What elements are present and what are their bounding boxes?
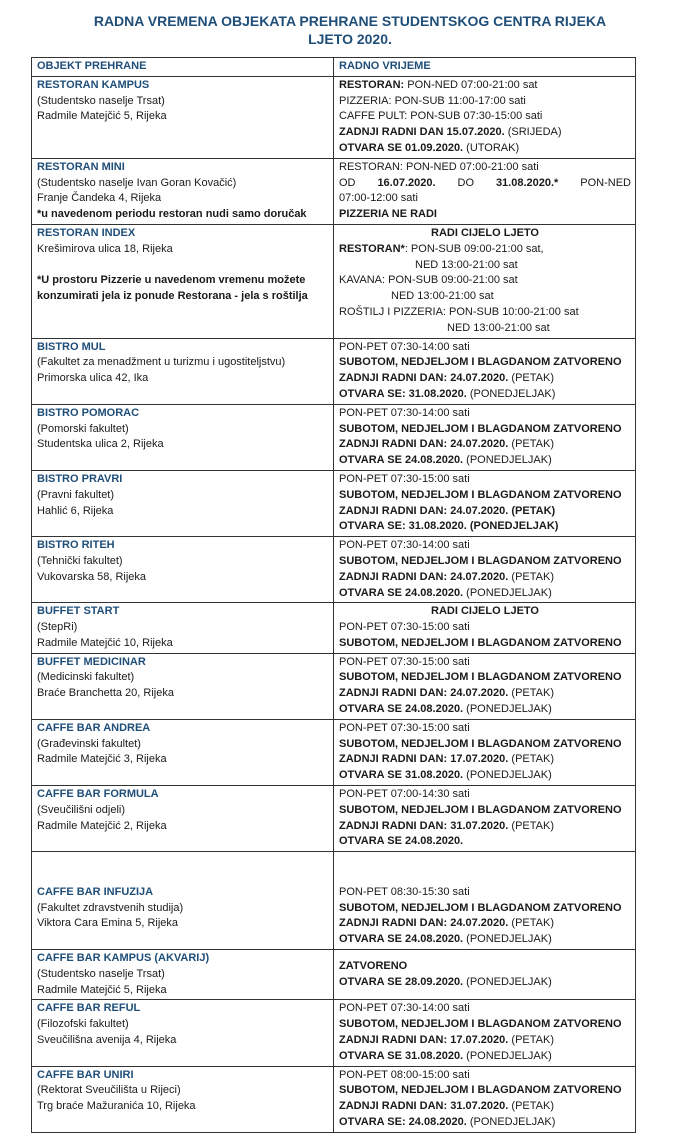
venue-cell (32, 786, 334, 852)
venue-name: CAFFE BAR REFUL (37, 1002, 141, 1015)
venue-cell (32, 470, 334, 536)
hours-line: OTVARA SE 24.08.2020. (339, 835, 464, 848)
venue-address: Primorska ulica 42, Ika (37, 372, 149, 385)
hours-line: OTVARA SE 28.09.2020. (PONEDJELJAK) (339, 975, 552, 988)
venue-address: Radmile Matejčić 2, Rijeka (37, 819, 167, 832)
venue-cell (32, 852, 334, 950)
venue-info: (Studentsko naselje Trsat) (37, 94, 165, 107)
hours-cell (334, 603, 636, 653)
hours-line: SUBOTOM, NEDJELJOM I BLAGDANOM ZATVORENO (339, 803, 622, 816)
hours-line: PON-PET 07:30-14:00 sati (339, 406, 470, 419)
hours-line: OD 16.07.2020. DO 31.08.2020.* PON-NED (339, 176, 631, 189)
hours-line: ZADNJI RADNI DAN: 24.07.2020. (PETAK) (339, 504, 556, 517)
hours-line: KAVANA: PON-SUB 09:00-21:00 sat (339, 274, 518, 287)
venue-address: Viktora Cara Emina 5, Rijeka (37, 917, 179, 930)
hours-cell (334, 404, 636, 470)
hours-line: ZADNJI RADNI DAN: 24.07.2020. (PETAK) (339, 917, 554, 930)
hours-line: ZADNJI RADNI DAN: 24.07.2020. (PETAK) (339, 438, 554, 451)
hours-line: OTVARA SE: 31.08.2020. (PONEDJELJAK) (339, 387, 556, 400)
hours-line: RESTORAN: PON-NED 07:00-21:00 sat (339, 78, 538, 91)
hours-cell (334, 1000, 636, 1066)
hours-cell (334, 224, 636, 338)
venue-cell (32, 76, 334, 158)
venue-address: Radmile Matejčić 5, Rijeka (37, 983, 167, 996)
hours-line: ZADNJI RADNI DAN: 17.07.2020. (PETAK) (339, 753, 554, 766)
hours-line: SUBOTOM, NEDJELJOM I BLAGDANOM ZATVORENO (339, 671, 622, 684)
hours-cell (334, 338, 636, 404)
venue-name: CAFFE BAR FORMULA (37, 788, 159, 801)
hours-line: ZATVORENO (339, 959, 408, 972)
venue-cell (32, 404, 334, 470)
venue-address: Radmile Matejčić 5, Rijeka (37, 110, 167, 123)
venue-info: (Pomorski fakultet) (37, 422, 129, 435)
hours-cell (334, 158, 636, 224)
table-row (32, 76, 636, 158)
venue-name: CAFFE BAR UNIRI (37, 1068, 134, 1081)
hours-line: PON-PET 07:30-15:00 sati (339, 621, 470, 634)
hours-line: OTVARA SE: 31.08.2020. (PONEDJELJAK) (339, 520, 559, 533)
hours-cell (334, 950, 636, 1000)
table-header-row (32, 58, 636, 77)
venue-info: (StepRi) (37, 621, 78, 634)
table-row (32, 537, 636, 603)
venue-note: *U prostoru Pizzerie u navedenom vremenu možete konzumirati jela iz ponude Restorana - jela s roštilja (37, 274, 308, 303)
hours-line: SUBOTOM, NEDJELJOM I BLAGDANOM ZATVORENO (339, 356, 622, 369)
venue-info: (Građevinski fakultet) (37, 737, 141, 750)
hours-line: ROŠTILJ I PIZZERIA: PON-SUB 10:00-21:00 sat (339, 305, 579, 318)
header-objekt: OBJEKT PREHRANE (32, 58, 334, 77)
table-row (32, 1066, 636, 1132)
hours-line: OTVARA SE 24.08.2020. (PONEDJELJAK) (339, 933, 552, 946)
venue-cell (32, 338, 334, 404)
hours-line: ZADNJI RADNI DAN: 31.07.2020. (PETAK) (339, 819, 554, 832)
venue-name: BISTRO POMORAC (37, 406, 140, 419)
hours-line: PON-PET 07:30-14:00 sati (339, 340, 470, 353)
hours-line: RESTORAN*: PON-SUB 09:00-21:00 sat, (339, 242, 544, 255)
venue-name: BISTRO RITEH (37, 539, 115, 552)
hours-status: RADI CIJELO LJETO (431, 226, 539, 239)
table-row (32, 852, 636, 950)
table-row (32, 224, 636, 338)
hours-line: RESTORAN: PON-NED 07:00-21:00 sati (339, 160, 539, 173)
venue-info: (Pravni fakultet) (37, 488, 115, 501)
hours-cell (334, 76, 636, 158)
hours-line: ZADNJI RADNI DAN 15.07.2020. (SRIJEDA) (339, 126, 562, 139)
hours-cell (334, 719, 636, 785)
venue-name: BISTRO PRAVRI (37, 472, 123, 485)
hours-line: SUBOTOM, NEDJELJOM I BLAGDANOM ZATVORENO (339, 1018, 622, 1031)
table-row (32, 719, 636, 785)
hours-line: PON-PET 07:30-14:00 sati (339, 539, 470, 552)
venue-note: *u navedenom periodu restoran nudi samo doručak (37, 208, 307, 221)
venue-address: Radmile Matejčić 3, Rijeka (37, 753, 167, 766)
hours-cell (334, 653, 636, 719)
hours-line: SUBOTOM, NEDJELJOM I BLAGDANOM ZATVORENO (339, 554, 622, 567)
hours-line: OTVARA SE 31.08.2020. (PONEDJELJAK) (339, 1049, 552, 1062)
venue-name: RESTORAN KAMPUS (37, 78, 150, 91)
venue-name: CAFFE BAR INFUZIJA (37, 885, 154, 898)
hours-line: ZADNJI RADNI DAN: 24.07.2020. (PETAK) (339, 372, 554, 385)
venue-info: (Studentsko naselje Trsat) (37, 967, 165, 980)
hours-line: PIZZERIA NE RADI (339, 208, 437, 221)
header-vrijeme: RADNO VRIJEME (334, 58, 636, 77)
venue-name: RESTORAN INDEX (37, 226, 136, 239)
venue-name: RESTORAN MINI (37, 160, 125, 173)
venue-cell (32, 653, 334, 719)
hours-line: CAFFE PULT: PON-SUB 07:30-15:00 sati (339, 110, 543, 123)
hours-line: NED 13:00-21:00 sat (391, 290, 494, 303)
venue-address: Franje Čandeka 4, Rijeka (37, 192, 162, 205)
hours-line: OTVARA SE 24.08.2020. (PONEDJELJAK) (339, 703, 552, 716)
hours-line: PON-PET 07:30-15:00 sati (339, 655, 470, 668)
hours-line: OTVARA SE 24.08.2020. (PONEDJELJAK) (339, 454, 552, 467)
hours-status: RADI CIJELO LJETO (431, 605, 539, 618)
venue-name: BUFFET START (37, 605, 120, 618)
hours-line: PON-PET 07:00-14:30 sati (339, 788, 470, 801)
hours-cell (334, 1066, 636, 1132)
venue-cell (32, 537, 334, 603)
venue-info: (Medicinski fakultet) (37, 671, 135, 684)
venue-name: BUFFET MEDICINAR (37, 655, 146, 668)
venue-info: (Sveučilišni odjeli) (37, 803, 126, 816)
table-row (32, 653, 636, 719)
hours-line: NED 13:00-21:00 sat (447, 321, 550, 334)
hours-table (31, 57, 636, 1133)
hours-line: PON-PET 07:30-14:00 sati (339, 1002, 470, 1015)
title-line-2: LJETO 2020. (308, 31, 392, 47)
hours-line: ZADNJI RADNI DAN: 24.07.2020. (PETAK) (339, 570, 554, 583)
venue-address: Radmile Matejčić 10, Rijeka (37, 636, 173, 649)
venue-name: CAFFE BAR KAMPUS (AKVARIJ) (37, 952, 210, 965)
venue-info: (Filozofski fakultet) (37, 1018, 129, 1031)
table-row (32, 950, 636, 1000)
page-title (0, 12, 700, 48)
hours-line: SUBOTOM, NEDJELJOM I BLAGDANOM ZATVORENO (339, 422, 622, 435)
venue-address: Hahlić 6, Rijeka (37, 504, 114, 517)
hours-cell (334, 537, 636, 603)
venue-name: BISTRO MUL (37, 340, 106, 353)
table-row (32, 338, 636, 404)
hours-cell (334, 786, 636, 852)
hours-line: SUBOTOM, NEDJELJOM I BLAGDANOM ZATVORENO (339, 1084, 622, 1097)
hours-cell (334, 852, 636, 950)
hours-line: NED 13:00-21:00 sat (415, 258, 518, 271)
venue-info: (Fakultet zdravstvenih studija) (37, 901, 184, 914)
venue-cell (32, 158, 334, 224)
venue-name: CAFFE BAR ANDREA (37, 721, 151, 734)
hours-line: PON-PET 08:30-15:30 sati (339, 885, 470, 898)
venue-info: (Tehnički fakultet) (37, 554, 123, 567)
hours-cell (334, 470, 636, 536)
venue-address: Vukovarska 58, Rijeka (37, 570, 147, 583)
hours-line: OTVARA SE 31.08.2020. (PONEDJELJAK) (339, 769, 552, 782)
venue-info: (Rektorat Sveučilišta u Rijeci) (37, 1084, 181, 1097)
hours-line: SUBOTOM, NEDJELJOM I BLAGDANOM ZATVORENO (339, 901, 622, 914)
table-row (32, 404, 636, 470)
venue-cell (32, 603, 334, 653)
venue-address: Trg braće Mažuranića 10, Rijeka (37, 1100, 196, 1113)
hours-line: 07:00-12:00 sati (339, 192, 418, 205)
hours-line: OTVARA SE: 24.08.2020. (PONEDJELJAK) (339, 1116, 556, 1128)
table-row (32, 470, 636, 536)
hours-line: PON-PET 07:30-15:00 sati (339, 721, 470, 734)
venue-info: (Fakultet za menadžment u turizmu i ugostiteljstvu) (37, 356, 286, 369)
venue-cell (32, 224, 334, 338)
venue-address: Sveučilišna avenija 4, Rijeka (37, 1034, 177, 1047)
hours-line: ZADNJI RADNI DAN: 31.07.2020. (PETAK) (339, 1100, 554, 1113)
hours-line: PIZZERIA: PON-SUB 11:00-17:00 sati (339, 94, 526, 107)
hours-line: ZADNJI RADNI DAN: 24.07.2020. (PETAK) (339, 687, 554, 700)
table-row (32, 786, 636, 852)
hours-line: ZADNJI RADNI DAN: 17.07.2020. (PETAK) (339, 1034, 554, 1047)
venue-cell (32, 950, 334, 1000)
hours-line: PON-PET 08:00-15:00 sati (339, 1068, 470, 1081)
venue-cell (32, 719, 334, 785)
hours-line: PON-PET 07:30-15:00 sati (339, 472, 470, 485)
venue-address: Krešimirova ulica 18, Rijeka (37, 242, 173, 255)
table-row (32, 603, 636, 653)
venue-cell (32, 1000, 334, 1066)
hours-line: SUBOTOM, NEDJELJOM I BLAGDANOM ZATVORENO (339, 488, 622, 501)
venue-cell (32, 1066, 334, 1132)
hours-line: SUBOTOM, NEDJELJOM I BLAGDANOM ZATVORENO (339, 636, 622, 649)
hours-line: OTVARA SE 01.09.2020. (UTORAK) (339, 141, 520, 154)
table-row (32, 1000, 636, 1066)
venue-info: (Studentsko naselje Ivan Goran Kovačić) (37, 176, 237, 189)
title-line-1: RADNA VREMENA OBJEKATA PREHRANE STUDENTSKOG CENTRA RIJEKA (93, 13, 607, 29)
table-row (32, 158, 636, 224)
venue-address: Braće Branchetta 20, Rijeka (37, 687, 174, 700)
hours-line: OTVARA SE 24.08.2020. (PONEDJELJAK) (339, 586, 552, 599)
hours-line: SUBOTOM, NEDJELJOM I BLAGDANOM ZATVORENO (339, 737, 622, 750)
venue-address: Studentska ulica 2, Rijeka (37, 438, 164, 451)
